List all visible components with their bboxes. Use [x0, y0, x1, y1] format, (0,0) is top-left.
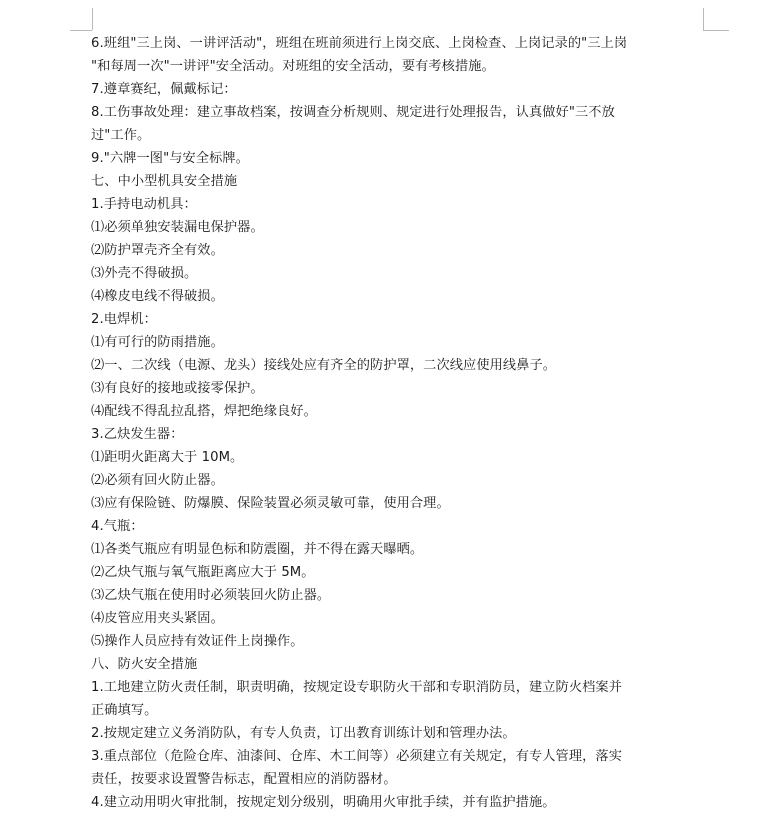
text-line: ⑶外壳不得破损。 — [91, 266, 198, 281]
text-line: ⑴各类气瓶应有明显色标和防震圈，并不得在露天曝晒。 — [91, 542, 424, 557]
text-line: 2.按规定建立义务消防队，有专人负责，订出教育训练计划和管理办法。 — [91, 726, 516, 741]
text-line: 3.重点部位（危险仓库、油漆间、仓库、木工间等）必须建立有关规定，有专人管理，落实 — [91, 749, 622, 764]
text-line: 9."六牌一图"与安全标牌。 — [91, 151, 249, 166]
text-line: 1.手持电动机具： — [91, 197, 197, 212]
text-line: ⑵防护罩壳齐全有效。 — [91, 243, 224, 258]
text-line: 责任，按要求设置警告标志，配置相应的消防器材。 — [91, 772, 397, 787]
text-line: 4.建立动用明火审批制，按规定划分级别，明确用火审批手续，并有监护措施。 — [91, 795, 556, 810]
margin-corner-mark-left — [92, 8, 93, 30]
text-line: ⑶应有保险链、防爆膜、保险装置必须灵敏可靠，使用合理。 — [91, 496, 450, 511]
text-line: 4.气瓶： — [91, 519, 144, 534]
text-line: 2.电焊机： — [91, 312, 157, 327]
text-line: 6.班组"三上岗、一讲评活动"，班组在班前须进行上岗交底、上岗检查、上岗记录的"三上岗 — [91, 36, 628, 51]
text-line: ⑴必须单独安装漏电保护器。 — [91, 220, 264, 235]
text-line: ⑵乙炔气瓶与氧气瓶距离应大于 5M。 — [91, 565, 315, 580]
margin-corner-mark-left-h — [70, 30, 92, 31]
text-line: 正确填写。 — [91, 703, 158, 718]
margin-corner-mark-right-h — [703, 30, 729, 31]
text-line: ⑶有良好的接地或接零保护。 — [91, 381, 264, 396]
text-line: 7.遵章赛纪，佩戴标记： — [91, 82, 237, 97]
text-line: ⑴有可行的防雨措施。 — [91, 335, 224, 350]
text-line: 七、中小型机具安全措施 — [91, 174, 238, 189]
text-line: "和每周一次"一讲评"安全活动。对班组的安全活动，要有考核措施。 — [91, 59, 495, 74]
text-line: 1.工地建立防火责任制，职责明确，按规定设专职防火干部和专职消防员，建立防火档案并 — [91, 680, 622, 695]
text-line: ⑴距明火距离大于 10M。 — [91, 450, 244, 465]
text-line: 3.乙炔发生器： — [91, 427, 184, 442]
text-line: ⑷皮管应用夹头紧固。 — [91, 611, 224, 626]
text-line: 过"工作。 — [91, 128, 151, 143]
text-line: ⑶乙炔气瓶在使用时必须装回火防止器。 — [91, 588, 331, 603]
margin-corner-mark-right — [703, 8, 704, 30]
document-page — [91, 32, 707, 814]
text-line: ⑵一、二次线（电源、龙头）接线处应有齐全的防护罩，二次线应使用线鼻子。 — [91, 358, 557, 373]
text-line: ⑸操作人员应持有效证件上岗操作。 — [91, 634, 304, 649]
text-line: 八、防火安全措施 — [91, 657, 198, 672]
text-line: 8.工伤事故处理：建立事故档案，按调查分析规则、规定进行处理报告，认真做好"三不放 — [91, 105, 615, 120]
text-line: ⑷配线不得乱拉乱搭，焊把绝缘良好。 — [91, 404, 317, 419]
text-line: ⑵必须有回火防止器。 — [91, 473, 224, 488]
text-line: ⑷橡皮电线不得破损。 — [91, 289, 224, 304]
